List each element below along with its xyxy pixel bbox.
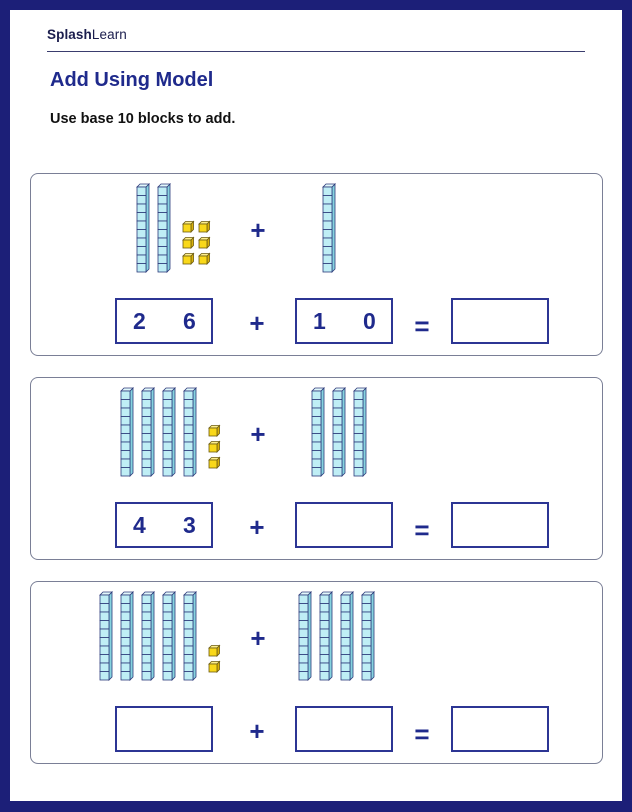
ten-rod bbox=[158, 184, 170, 272]
one-cube bbox=[183, 222, 194, 233]
ten-rod bbox=[341, 592, 353, 680]
ones-digit: 3 bbox=[183, 512, 196, 538]
ten-rod bbox=[100, 592, 112, 680]
equals-sign: = bbox=[414, 515, 430, 545]
addend-box-3a[interactable] bbox=[115, 706, 213, 752]
equals-sign: = bbox=[414, 311, 430, 341]
ten-rod bbox=[320, 592, 332, 680]
ones-digit: 6 bbox=[183, 308, 196, 334]
addend-box-1a[interactable] bbox=[115, 298, 213, 344]
one-cube bbox=[199, 238, 210, 249]
addend-box-3b[interactable] bbox=[295, 706, 393, 752]
left-model-1 bbox=[135, 183, 225, 283]
ten-rod bbox=[142, 592, 154, 680]
ten-rod bbox=[137, 184, 149, 272]
one-cube bbox=[209, 426, 220, 437]
worksheet-page bbox=[10, 10, 622, 801]
ten-rod bbox=[333, 388, 345, 476]
ten-rod bbox=[184, 388, 196, 476]
equation-plus-sign: + bbox=[249, 716, 265, 746]
tens-digit: 2 bbox=[133, 308, 146, 334]
ten-rod bbox=[184, 592, 196, 680]
model-plus-sign: + bbox=[250, 623, 266, 653]
ten-rod bbox=[299, 592, 311, 680]
ten-rod bbox=[312, 388, 324, 476]
left-model-3 bbox=[98, 591, 233, 691]
equation-plus-sign: + bbox=[249, 308, 265, 338]
one-cube bbox=[199, 222, 210, 233]
model-plus-sign: + bbox=[250, 419, 266, 449]
problem-card-1 bbox=[30, 173, 603, 356]
equation-plus-sign: + bbox=[249, 512, 265, 542]
tens-digit: 1 bbox=[313, 308, 326, 334]
addend-box-2b[interactable] bbox=[295, 502, 393, 548]
answer-box-2[interactable] bbox=[451, 502, 549, 548]
right-model-1 bbox=[321, 183, 361, 283]
ten-rod bbox=[323, 184, 335, 272]
problem-card-3 bbox=[30, 581, 603, 764]
problem-card-2 bbox=[30, 377, 603, 560]
ten-rod bbox=[163, 592, 175, 680]
one-cube bbox=[209, 646, 220, 657]
ten-rod bbox=[354, 388, 366, 476]
one-cube bbox=[209, 662, 220, 673]
ten-rod bbox=[362, 592, 374, 680]
one-cube bbox=[209, 442, 220, 453]
ten-rod bbox=[121, 592, 133, 680]
answer-box-1[interactable] bbox=[451, 298, 549, 344]
one-cube bbox=[183, 254, 194, 265]
model-plus-sign: + bbox=[250, 215, 266, 245]
ten-rod bbox=[163, 388, 175, 476]
answer-box-3[interactable] bbox=[451, 706, 549, 752]
right-model-3 bbox=[297, 591, 397, 691]
equals-sign: = bbox=[414, 719, 430, 749]
ten-rod bbox=[121, 388, 133, 476]
brand-logo: SplashLearn bbox=[47, 27, 127, 42]
left-model-2 bbox=[119, 387, 239, 487]
addend-box-1b[interactable] bbox=[295, 298, 393, 344]
worksheet-title: Add Using Model bbox=[50, 69, 214, 91]
one-cube bbox=[209, 458, 220, 469]
addend-box-2a[interactable] bbox=[115, 502, 213, 548]
one-cube bbox=[199, 254, 210, 265]
header-divider bbox=[47, 51, 585, 52]
right-model-2 bbox=[310, 387, 390, 487]
ones-digit: 0 bbox=[363, 308, 376, 334]
instruction-text: Use base 10 blocks to add. bbox=[50, 111, 236, 127]
one-cube bbox=[183, 238, 194, 249]
tens-digit: 4 bbox=[133, 512, 146, 538]
ten-rod bbox=[142, 388, 154, 476]
